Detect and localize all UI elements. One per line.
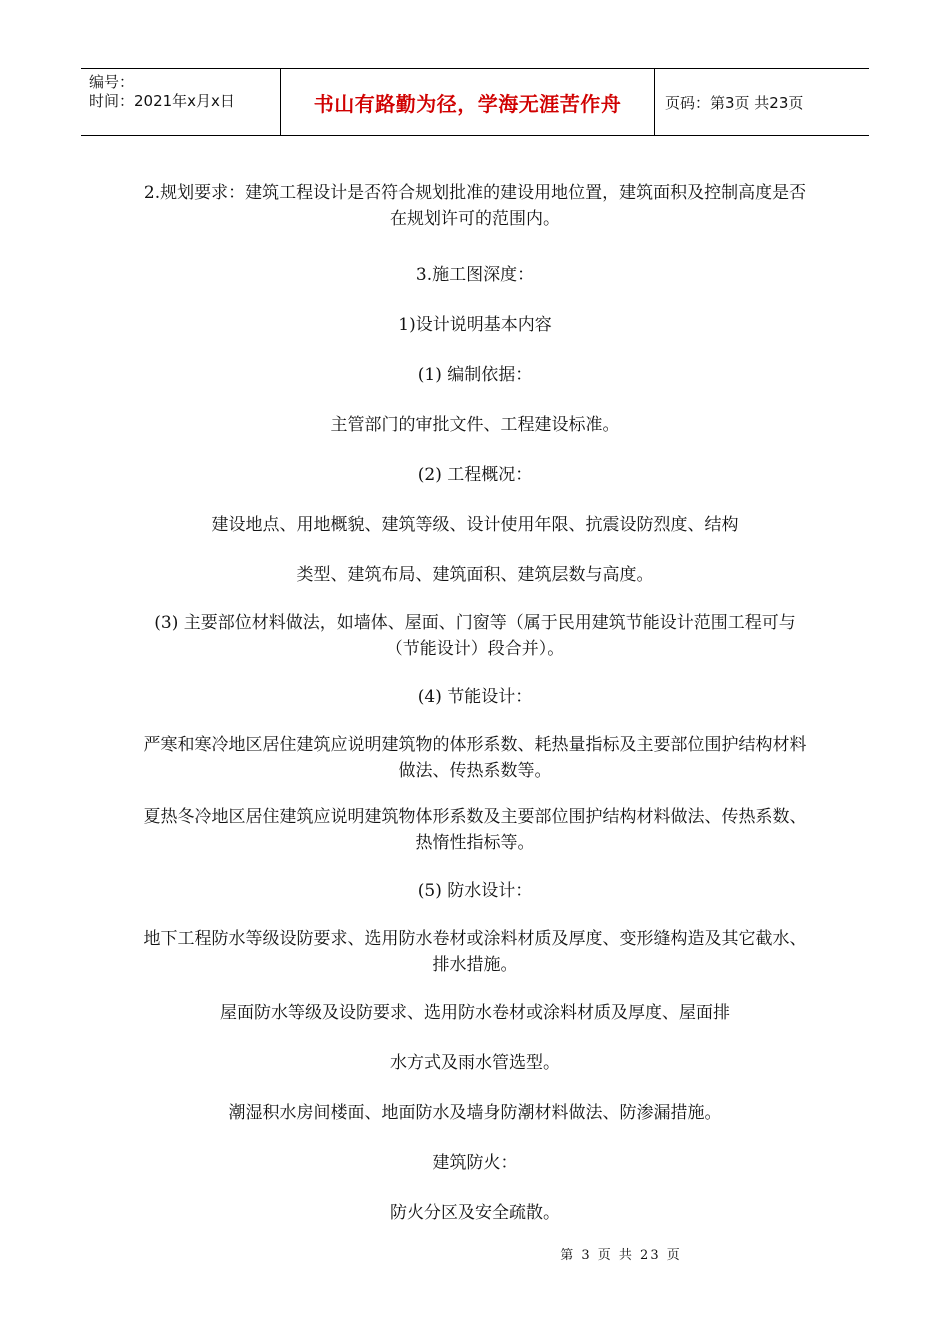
paragraph-overview-2: 类型、建筑布局、建筑面积、建筑层数与高度。: [296, 565, 654, 585]
document-body: [140, 180, 810, 1226]
paragraph-heading-energy: (4) 节能设计：: [417, 687, 533, 707]
doc-code-label: 编号：: [89, 73, 135, 91]
paragraph-waterproof-underground: 地下工程防水等级设防要求、选用防水卷材或涂料材质及厚度、变形缝构造及其它截水、排水措施。: [143, 929, 807, 975]
doc-time-label: 时间：2021年x月x日: [89, 92, 235, 110]
paragraph-basis: 主管部门的审批文件、工程建设标准。: [330, 415, 620, 435]
paragraph-heading-depth: 3.施工图深度：: [415, 265, 535, 285]
paragraph-energy-cold: 严寒和寒冷地区居住建筑应说明建筑物的体形系数、耗热量指标及主要部位围护结构材料做法、传热系数等。: [143, 735, 807, 781]
page-header: [81, 68, 869, 136]
header-motto-cell: [281, 69, 655, 135]
header-page-cell: [655, 69, 869, 135]
paragraph-materials: (3) 主要部位材料做法，如墙体、屋面、门窗等（属于民用建筑节能设计范围工程可与（节能设计）段合并）。: [154, 613, 796, 659]
page-footer: [0, 1244, 950, 1263]
paragraph-energy-hot: 夏热冬冷地区居住建筑应说明建筑物体形系数及主要部位围护结构材料做法、传热系数、热惰性指标等。: [143, 807, 807, 853]
paragraph-waterproof-roof-2: 水方式及雨水管选型。: [390, 1053, 560, 1073]
paragraph-overview-1: 建设地点、用地概貌、建筑等级、设计使用年限、抗震设防烈度、结构: [211, 515, 739, 535]
paragraph-fire: 防火分区及安全疏散。: [390, 1203, 560, 1223]
page-number-label: 页码：第3页 共23页: [665, 93, 804, 112]
footer-page-number: 第 3 页 共 23 页: [560, 1248, 682, 1263]
paragraph-waterproof-wet-rooms: 潮湿积水房间楼面、地面防水及墙身防潮材料做法、防渗漏措施。: [228, 1103, 722, 1123]
paragraph-heading-basics: 1)设计说明基本内容: [398, 315, 552, 335]
motto-text: 书山有路勤为径，学海无涯苦作舟: [313, 91, 622, 116]
paragraph-planning: 2.规划要求：建筑工程设计是否符合规划批准的建设用地位置，建筑面积及控制高度是否在规划许可的范围内。: [143, 183, 807, 229]
header-meta: [81, 69, 281, 135]
paragraph-heading-waterproof: (5) 防水设计：: [417, 881, 533, 901]
paragraph-heading-overview: (2) 工程概况：: [417, 465, 533, 485]
paragraph-waterproof-roof-1: 屋面防水等级及设防要求、选用防水卷材或涂料材质及厚度、屋面排: [220, 1003, 730, 1023]
paragraph-heading-fire: 建筑防火：: [432, 1153, 518, 1173]
paragraph-heading-basis: (1) 编制依据：: [417, 365, 533, 385]
